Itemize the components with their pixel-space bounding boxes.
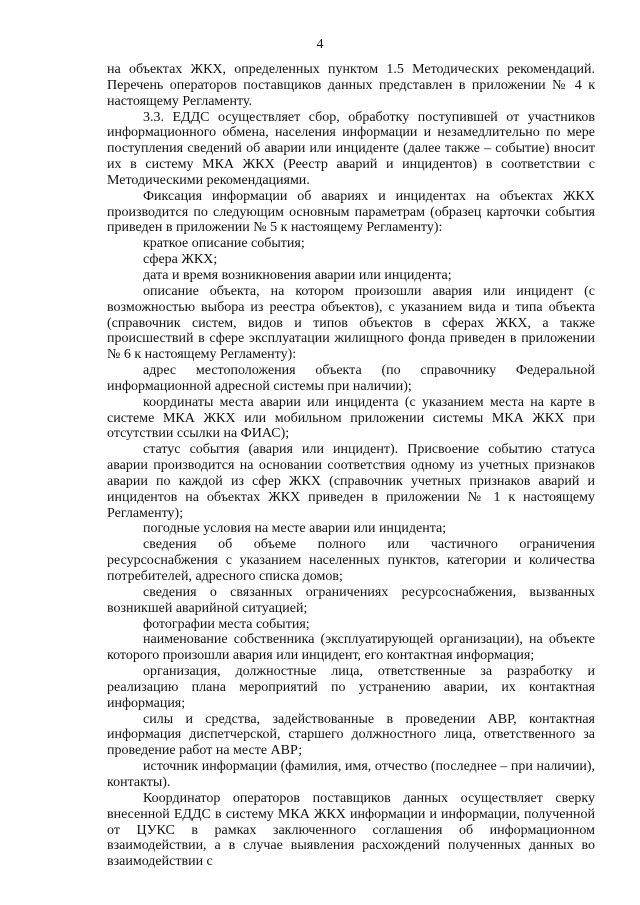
list-item-status: статус события (авария или инцидент). Присвоение событию статуса аварии производится на основании соответствия одному из учетных признаков аварии по каждой из сфер ЖКХ (справочник учетных признаков аварий и инцидентов на объектах ЖКХ приведен в приложении № 1 к настоящему Регламенту);: [107, 442, 595, 521]
list-item-address: адрес местоположения объекта (по справочнику Федеральной информационной адресной системы при наличии);: [107, 363, 595, 394]
paragraph-continuation: на объектах ЖКХ, определенных пунктом 1.5 Методических рекомендаций. Перечень операторов поставщиков данных представлен в приложении № 4 к настоящему Регламенту.: [107, 62, 595, 109]
list-item-short-description: краткое описание события;: [143, 236, 305, 252]
list-item-coordinates: координаты места аварии или инцидента (с указанием места на карте в системе МКА ЖКХ или мобильном приложении системы МКА ЖКХ при отсутствии ссылки на ФИАС);: [107, 394, 595, 442]
list-item-weather: погодные условия на месте аварии или инцидента;: [143, 521, 447, 537]
list-item-information-source: источник информации (фамилия, имя, отчество (последнее – при наличии), контакты).: [107, 759, 595, 790]
list-item-sphere: сфера ЖКХ;: [143, 252, 218, 268]
list-item-owner: наименование собственника (эксплуатирующей организации), на объекте которого произошли авария или инцидент, его контактная информация;: [107, 632, 595, 664]
list-item-responsible-organization: организация, должностные лица, ответственные за разработку и реализацию плана мероприятий по устранению аварии, их контактная информация;: [107, 664, 595, 711]
list-item-restriction-volume: сведения об объеме полного или частичного ограничения ресурсоснабжения с указанием населенных пунктов, категории и количества потребителей, адресного списка домов;: [107, 537, 595, 584]
list-item-forces-and-means: силы и средства, задействованные в проведении АВР, контактная информация диспетчерской, старшего должностного лица, ответственного за проведение работ на месте АВР;: [107, 711, 595, 759]
list-item-photos: фотографии места события;: [143, 616, 310, 632]
paragraph-coordinator: Координатор операторов поставщиков данных осуществляет сверку внесенной ЕДДС в систему МКА ЖКХ информации и информации, полученной от ЦУКС в рамках заключенного соглашения об информационном взаимодействии, а в случае выявления расхождений полученных данных во взаимодействии с: [107, 790, 595, 870]
list-item-related-restrictions: сведения о связанных ограничениях ресурсоснабжения, вызванных возникшей аварийной ситуацией;: [107, 584, 595, 616]
list-item-datetime: дата и время возникновения аварии или инцидента;: [143, 267, 452, 283]
list-item-object-description: описание объекта, на котором произошли авария или инцидент (с возможностью выбора из реестра объектов), с указанием вида и типа объекта (справочник систем, видов и типов объектов в сферах ЖКХ, а также происшествий в сфере эксплуатации жилищного фонда приведен в приложении № 6 к настоящему Регламенту):: [107, 283, 595, 363]
paragraph-fixation-parameters: Фиксация информации об авариях и инцидентах на объектах ЖКХ производится по следующим основным параметрам (образец карточки события приведен в приложении № 5 к настоящему Регламенту):: [107, 188, 595, 236]
page-body: [107, 62, 595, 870]
paragraph-section-3-3: 3.3. ЕДДС осуществляет сбор, обработку поступившей от участников информационного обмена, населения информации и незамедлительно по мере поступления сведений об аварии или инциденте (далее также – событие) вносит их в систему МКА ЖКХ (Реестр аварий и инцидентов) в соответствии с Методическими рекомендациями.: [107, 109, 595, 188]
page-number: 4: [316, 37, 324, 52]
